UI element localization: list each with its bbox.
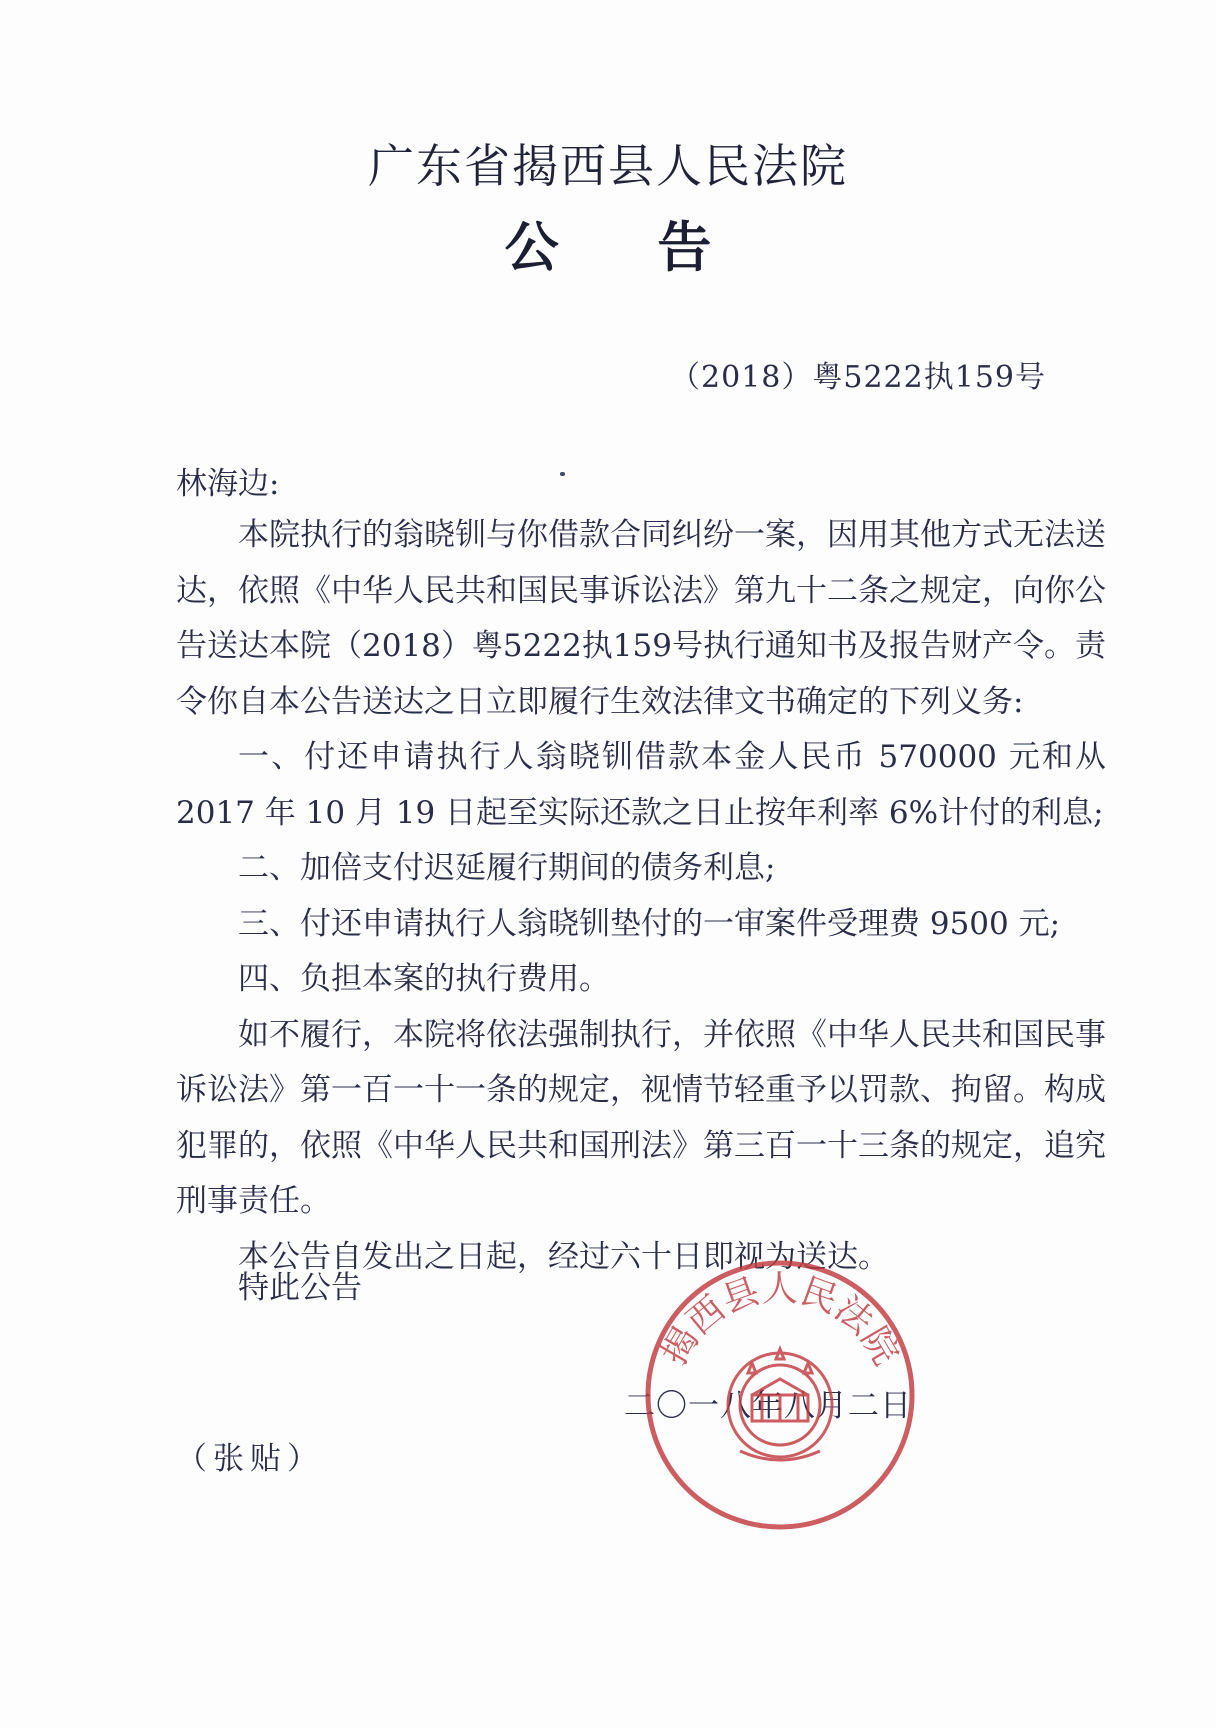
paragraph-obligation-1: 一、付还申请执行人翁晓钏借款本金人民币 570000 元和从2017 年 10 月 19 日起至实际还款之日止按年利率 6%计付的利息;	[176, 739, 1106, 831]
paragraph-notice: 本院执行的翁晓钏与你借款合同纠纷一案，因用其他方式无法送达，依照《中华人民共和国民事诉讼法》第九十二条之规定，向你公告送达本院（2018）粤5222执159号执行通知书及报告财产令。责令你自本公告送达之日立即履行生效法律文书确定的下列义务:	[176, 517, 1106, 720]
addressee: 林海边:	[176, 466, 280, 502]
posting-note: （张贴）	[176, 1441, 324, 1477]
issue-date: 二〇一八年八月二日	[624, 1388, 912, 1424]
paragraph-service: 本公告自发出之日起，经过六十日即视为送达。	[238, 1238, 889, 1275]
court-name: 广东省揭西县人民法院	[368, 139, 848, 193]
paragraph-warning: 如不履行，本院将依法强制执行，并依照《中华人民共和国民事诉讼法》第一百一十一条的规定，视情节轻重予以罚款、拘留。构成犯罪的，依照《中华人民共和国刑法》第三百一十三条的规定，追究刑事责任。	[176, 1016, 1106, 1219]
seal-text: 揭西县人民法院	[653, 1268, 907, 1373]
paragraph-obligation-2: 二、加倍支付迟延履行期间的债务利息;	[238, 850, 776, 886]
document-title: 公 告	[504, 216, 752, 279]
paragraph-obligation-3: 三、付还申请执行人翁晓钏垫付的一审案件受理费 9500 元;	[238, 905, 1061, 942]
closing-phrase: 特此公告	[238, 1270, 362, 1306]
paragraph-obligation-4: 四、负担本案的执行费用。	[238, 961, 610, 997]
notice-body	[176, 508, 1106, 1285]
case-number: （2018）粤5222执159号	[670, 360, 1046, 395]
scan-speck	[560, 472, 565, 476]
